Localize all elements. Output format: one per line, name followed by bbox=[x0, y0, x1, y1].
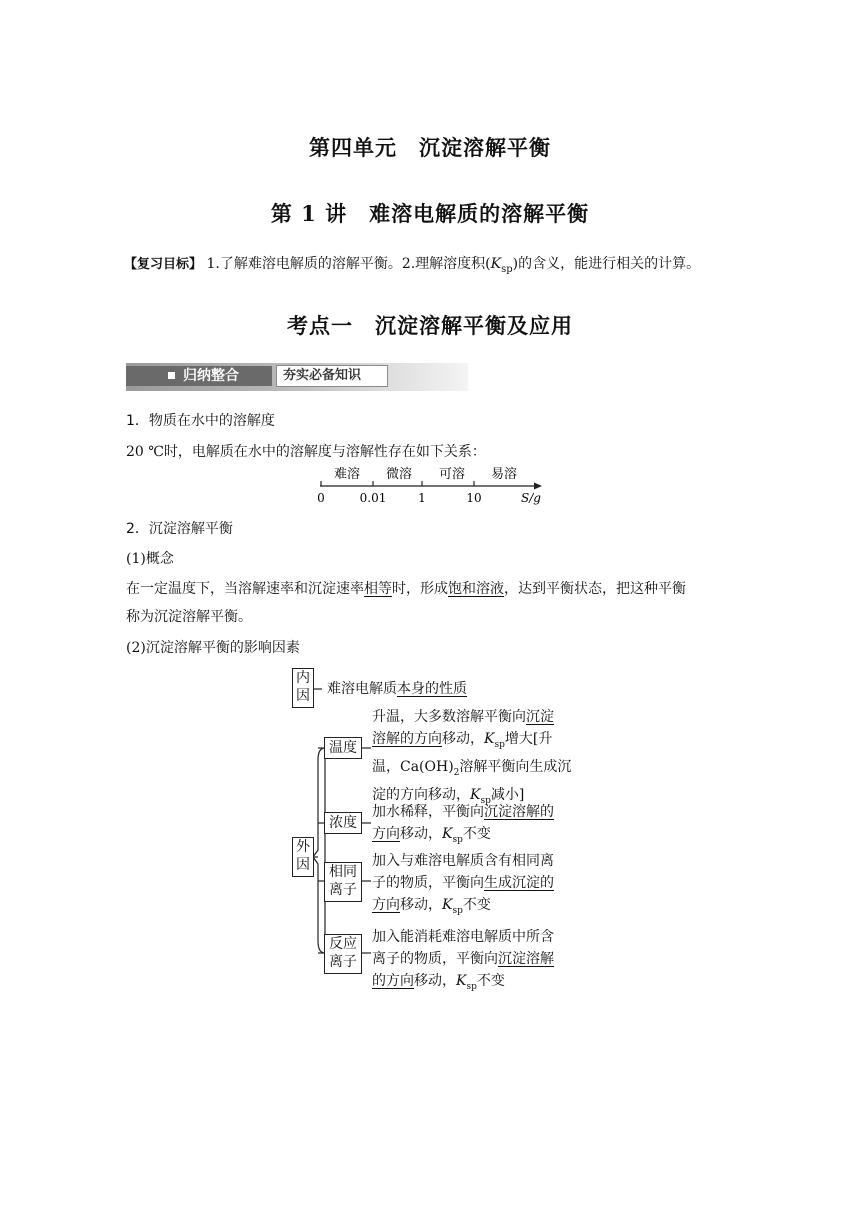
conc-l2-k: K bbox=[442, 826, 453, 842]
ri-l3-text-b: 不变 bbox=[476, 973, 505, 989]
scale-axis-label: S/g bbox=[521, 491, 541, 505]
kaodian-title: 考点一 沉淀溶解平衡及应用 bbox=[287, 313, 573, 338]
section-1-heading: 1．物质在水中的溶解度 bbox=[126, 413, 275, 429]
ci-l3-sub: sp bbox=[452, 905, 463, 916]
temp-l3-sub: 2 bbox=[453, 767, 460, 778]
common-ion-box bbox=[324, 862, 362, 902]
ci-l2-text: 子的物质，平衡向 bbox=[372, 875, 484, 891]
concept-text-a: 在一定温度下，当溶解速率和沉淀速率 bbox=[126, 581, 364, 597]
temperature-box: 温度 bbox=[324, 737, 362, 759]
ri-l2-answer: 沉淀溶解 bbox=[498, 951, 554, 967]
temp-l3-text-b: 溶解平衡向生成沉 bbox=[459, 758, 572, 775]
square-icon bbox=[168, 372, 175, 379]
internal-answer: 本身的性质 bbox=[397, 681, 467, 697]
conc-l1-text: 加水稀释，平衡向 bbox=[372, 804, 484, 820]
scale-tick-label-3: 10 bbox=[466, 491, 482, 505]
concept-heading: (1)概念 bbox=[126, 551, 174, 567]
ci-l3-text-a: 移动， bbox=[400, 897, 442, 913]
internal-label-1: 内 bbox=[296, 670, 310, 686]
temp-l2-text-a: 移动， bbox=[442, 731, 484, 747]
conc-l2-text-a: 移动， bbox=[400, 826, 442, 842]
temperature-line-1 bbox=[372, 706, 571, 728]
temp-l4-k: K bbox=[470, 786, 481, 803]
banner-left-label: 归纳整合 bbox=[183, 368, 239, 384]
concentration-line-1 bbox=[372, 801, 554, 823]
ri-l3-k: K bbox=[456, 973, 467, 989]
concentration-line-2 bbox=[372, 823, 554, 851]
common-ion-line-3 bbox=[372, 894, 554, 922]
ci-l2-answer: 生成沉淀的 bbox=[484, 875, 554, 891]
factors-heading: (2)沉淀溶解平衡的影响因素 bbox=[126, 640, 300, 656]
section-1-intro: 20 ℃时，电解质在水中的溶解度与溶解性存在如下关系： bbox=[126, 444, 486, 460]
temp-l4-text-a: 淀的方向移动， bbox=[372, 786, 470, 803]
review-goal bbox=[124, 253, 700, 275]
ci-l3-answer: 方向 bbox=[372, 897, 400, 913]
arrow-head-icon bbox=[534, 483, 542, 490]
reacting-ion-line-1: 加入能消耗难溶电解质中所含 bbox=[372, 929, 554, 945]
temp-l1-answer: 沉淀 bbox=[526, 709, 554, 725]
reacting-ion-line-2 bbox=[372, 948, 554, 970]
common-ion-label-1: 相同 bbox=[329, 864, 357, 880]
concept-line-1 bbox=[126, 578, 686, 598]
common-ion-line-2 bbox=[372, 872, 554, 894]
lecture-title: 第 1 讲 难溶电解质的溶解平衡 bbox=[270, 201, 590, 226]
conc-l2-sub: sp bbox=[452, 834, 463, 845]
scale-tick-label-0: 0 bbox=[317, 491, 325, 505]
temp-l2-text-b: 增大[升 bbox=[504, 731, 553, 747]
ri-l2-text: 离子的物质，平衡向 bbox=[372, 951, 498, 967]
scale-tick-label-1: 0.01 bbox=[359, 491, 387, 505]
common-ion-label-2: 离子 bbox=[329, 882, 357, 898]
concentration-text bbox=[372, 801, 554, 851]
temp-l2-answer: 溶解的方向 bbox=[372, 731, 442, 747]
ci-l3-k: K bbox=[442, 897, 453, 913]
temp-l4-sub: sp bbox=[480, 795, 491, 806]
concept-text-b: 时，形成 bbox=[392, 581, 448, 597]
scale-category-3: 可溶 bbox=[438, 467, 466, 482]
temperature-line-3 bbox=[372, 756, 571, 784]
ksp-k: K bbox=[490, 256, 502, 272]
section-banner bbox=[126, 363, 468, 391]
review-goal-text-1: 1.了解难溶电解质的溶解平衡。2.理解溶度积( bbox=[206, 256, 491, 272]
internal-label-2: 因 bbox=[296, 688, 310, 704]
concept-answer-2: 饱和溶液 bbox=[448, 581, 504, 597]
reacting-ion-label-1: 反应 bbox=[329, 936, 357, 952]
banner-right-label: 夯实必备知识 bbox=[283, 368, 362, 383]
concept-answer-1: 相等 bbox=[364, 581, 392, 597]
conc-l2-text-b: 不变 bbox=[462, 826, 491, 842]
internal-factor-text bbox=[327, 678, 467, 700]
ci-l3-text-b: 不变 bbox=[462, 897, 491, 913]
ri-l3-sub: sp bbox=[466, 981, 477, 992]
internal-factor-box bbox=[292, 668, 314, 708]
section-2-heading: 2．沉淀溶解平衡 bbox=[126, 521, 233, 537]
ri-l3-text-a: 移动， bbox=[414, 973, 456, 989]
common-ion-line-1: 加入与难溶电解质含有相同离 bbox=[372, 853, 554, 869]
scale-category-1: 难溶 bbox=[333, 467, 361, 482]
ri-l3-answer: 的方向 bbox=[372, 973, 414, 989]
solubility-scale bbox=[306, 462, 556, 510]
scale-category-4: 易溶 bbox=[490, 467, 518, 482]
review-goal-label: 【复习目标】 bbox=[124, 257, 203, 272]
temp-l4-text-b: 减小] bbox=[490, 786, 525, 803]
temp-l2-k: K bbox=[484, 731, 495, 747]
temperature-line-2 bbox=[372, 728, 571, 756]
reacting-ion-text bbox=[372, 926, 554, 998]
reacting-ion-label-2: 离子 bbox=[329, 954, 357, 970]
scale-category-2: 微溶 bbox=[385, 467, 413, 482]
concentration-box: 浓度 bbox=[324, 812, 362, 834]
reacting-ion-line-3 bbox=[372, 970, 554, 998]
temperature-text bbox=[372, 706, 571, 811]
common-ion-text bbox=[372, 850, 554, 922]
ksp-sub: sp bbox=[501, 263, 513, 275]
scale-tick-label-2: 1 bbox=[418, 491, 426, 505]
temp-l3-text-a: 温，Ca(OH) bbox=[372, 758, 454, 775]
temp-l2-sub: sp bbox=[494, 739, 505, 750]
internal-text: 难溶电解质 bbox=[327, 681, 397, 697]
unit-title: 第四单元 沉淀溶解平衡 bbox=[309, 135, 551, 160]
review-goal-text-2: )的含义，能进行相关的计算。 bbox=[512, 256, 701, 272]
concept-text-c: ，达到平衡状态，把这种平衡 bbox=[504, 581, 686, 597]
conc-l1-answer: 沉淀溶解的 bbox=[484, 804, 554, 820]
external-label-1: 外 bbox=[296, 839, 310, 855]
concept-line-2: 称为沉淀溶解平衡。 bbox=[126, 609, 252, 625]
external-bracket bbox=[313, 748, 325, 953]
external-factor-box bbox=[292, 837, 314, 877]
conc-l2-answer: 方向 bbox=[372, 826, 400, 842]
temp-l1-text: 升温，大多数溶解平衡向 bbox=[372, 709, 526, 725]
reacting-ion-box bbox=[324, 934, 362, 974]
external-label-2: 因 bbox=[296, 857, 310, 873]
